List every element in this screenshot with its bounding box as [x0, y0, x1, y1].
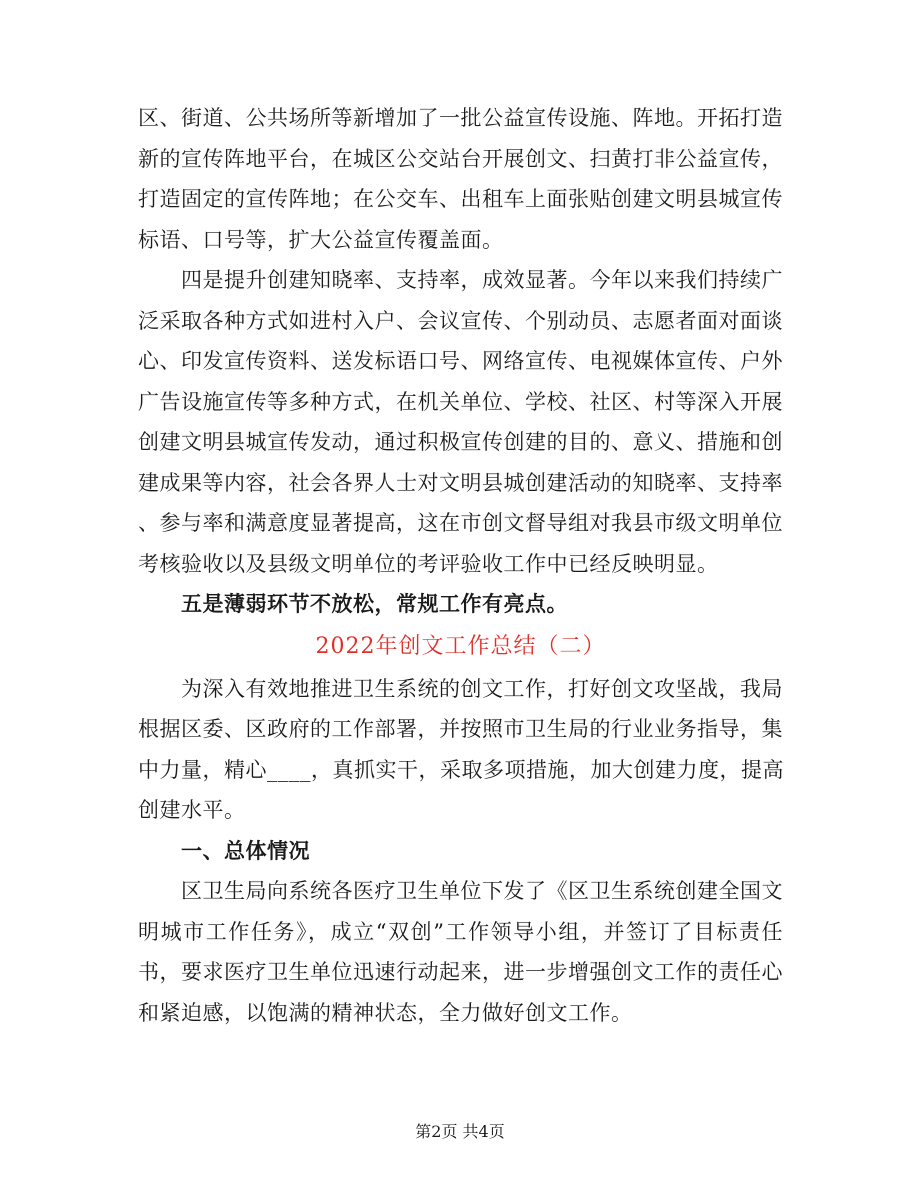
paragraph-1 [138, 98, 783, 260]
text-line: 创建文明县城宣传发动，通过积极宣传创建的目的、意义、措施和创 [138, 430, 783, 454]
text-line: 创建水平。 [138, 798, 246, 822]
text-line: 和紧迫感，以饱满的精神状态，全力做好创文工作。 [138, 1000, 633, 1025]
text-line: 为深入有效地推进卫生系统的创文工作，打好创文攻坚战，我局 [138, 676, 783, 701]
page-number-footer: 第2页 共4页 [415, 1122, 505, 1141]
text-line: 标语、口号等，扩大公益宣传覆盖面。 [138, 227, 504, 252]
paragraph-4 [138, 669, 783, 831]
section-title: 2022年创文工作总结（二） [315, 633, 606, 659]
text-line: 明城市工作任务》，成立“双创”工作领导小组，并签订了目标责任 [138, 919, 783, 944]
text-line: 广告设施宣传等多种方式，在机关单位、学校、社区、村等深入开展 [138, 389, 783, 414]
section-heading: 一、总体情况 [138, 837, 310, 863]
text-line: 、参与率和满意度显著提高，这在市创文督导组对我县市级文明单位 [138, 511, 783, 535]
text-line: 区、街道、公共场所等新增加了一批公益宣传设施、阵地。开拓打造 [138, 106, 783, 130]
text-line: 打造固定的宣传阵地；在公交车、出租车上面张贴创建文明县城宣传 [138, 187, 783, 211]
paragraph-2 [138, 260, 783, 584]
paragraph-5 [138, 871, 783, 1033]
text-line: 新的宣传阵地平台，在城区公交站台开展创文、扫黄打非公益宣传， [138, 146, 783, 171]
text-line: 根据区委、区政府的工作部署，并按照市卫生局的行业业务指导，集 [138, 717, 783, 741]
text-line: 四是提升创建知晓率、支持率，成效显著。今年以来我们持续广 [138, 268, 783, 292]
text-line: 考核验收以及县级文明单位的考评验收工作中已经反映明显。 [138, 551, 719, 576]
text-line: 中力量，精心____，真抓实干，采取多项措施，加大创建力度，提高 [138, 757, 784, 782]
text-line: 书，要求医疗卫生单位迅速行动起来，进一步增强创文工作的责任心 [138, 960, 783, 984]
text-line: 心、印发宣传资料、送发标语口号、网络宣传、电视媒体宣传、户外 [138, 349, 783, 373]
text-line: 建成果等内容，社会各界人士对文明县城创建活动的知晓率、支持率 [138, 470, 783, 495]
text-line: 泛采取各种方式如进村入户、会议宣传、个别动员、志愿者面对面谈 [138, 308, 783, 333]
bold-statement: 五是薄弱环节不放松，常规工作有亮点。 [138, 591, 568, 616]
text-line: 区卫生局向系统各医疗卫生单位下发了《区卫生系统创建全国文 [138, 879, 783, 903]
document-page [138, 98, 783, 1033]
